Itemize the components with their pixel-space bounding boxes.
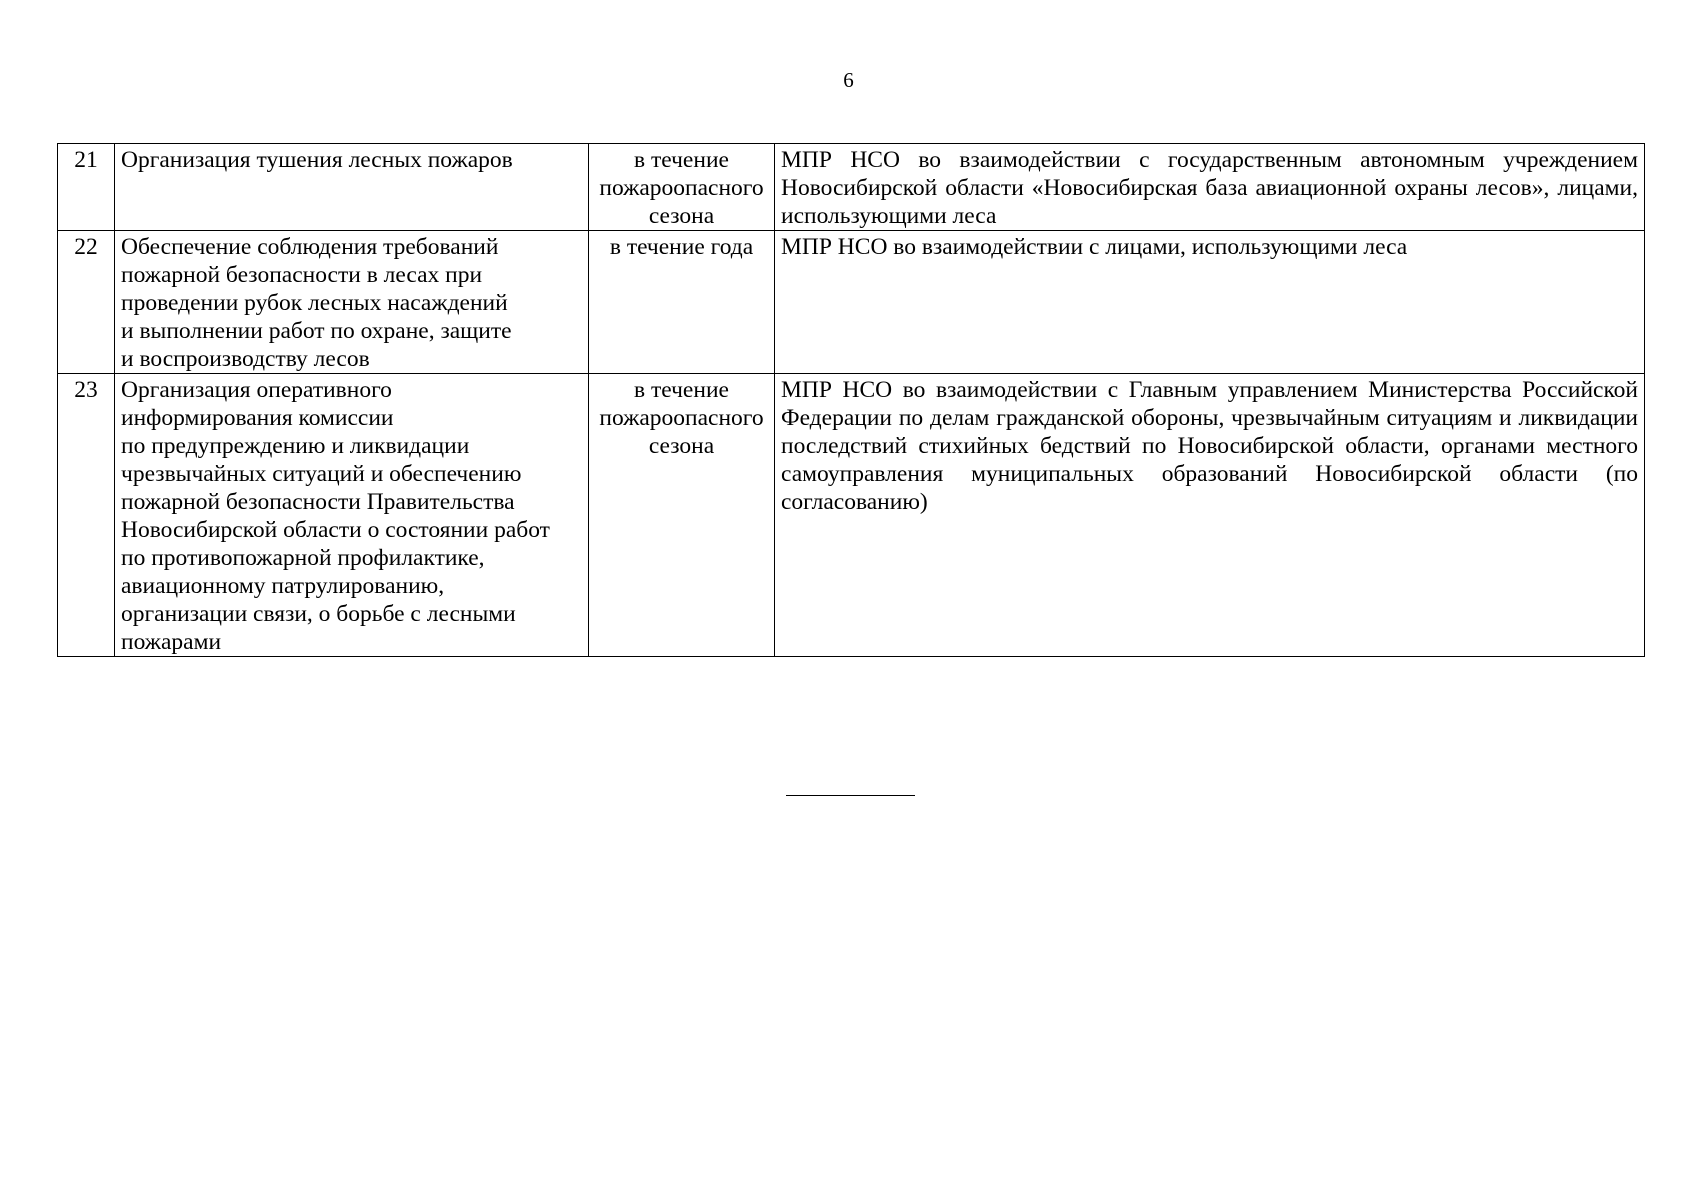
task-line: организации связи, о борьбе с лесными [121, 601, 516, 627]
task-cell [115, 374, 589, 657]
task-line: пожарами [121, 629, 222, 655]
task-cell [115, 144, 589, 231]
task-line: по противопожарной профилактике, [121, 545, 485, 571]
table-row [58, 231, 1645, 374]
task-line: пожарной безопасности в лесах при [121, 262, 483, 288]
task-line: и воспроизводству лесов [121, 346, 370, 372]
row-number: 21 [58, 144, 115, 231]
executors-text: МПР НСО во взаимодействии с Главным управлением Министерства Российской Федерации по делам гражданской обороны, чрезвычайным ситуациям и ликвидации последствий стихийных бедствий по Новосибирской области, органами местного самоуправления муниципальных образований Новосибирской области (по согласованию) [781, 377, 1638, 515]
term-line: в течение года [609, 234, 754, 260]
row-number: 22 [58, 231, 115, 374]
task-line: информирования комиссии [121, 405, 394, 431]
table-row [58, 144, 1645, 231]
task-line: по предупреждению и ликвидации [121, 433, 470, 459]
term-line: сезона [648, 203, 715, 229]
task-line: авиационному патрулированию, [121, 573, 445, 599]
term-cell [589, 231, 775, 374]
term-line: пожароопасного [599, 405, 764, 431]
task-line: Обеспечение соблюдения требований [121, 234, 499, 260]
measures-table [57, 143, 1645, 657]
task-line: и выполнении работ по охране, защите [121, 318, 512, 344]
task-line: проведении рубок лесных насаждений [121, 290, 508, 316]
task-cell [115, 231, 589, 374]
term-line: в течение [634, 377, 729, 403]
term-cell [589, 374, 775, 657]
term-line: пожароопасного [599, 175, 764, 201]
executors-cell [775, 144, 1645, 231]
task-line: Организация оперативного [121, 377, 392, 403]
executors-text: МПР НСО во взаимодействии с государственным автономным учреждением Новосибирской области «Новосибирская база авиационной охраны лесов», лицами, использующими леса [781, 147, 1638, 229]
executors-cell [775, 374, 1645, 657]
term-line: сезона [648, 433, 715, 459]
task-line: Новосибирской области о состоянии работ [121, 517, 550, 543]
term-line: в течение [634, 147, 729, 173]
term-cell [589, 144, 775, 231]
page-number: 6 [843, 68, 854, 92]
table-row [58, 374, 1645, 657]
executors-cell [775, 231, 1645, 374]
executors-text: МПР НСО во взаимодействии с лицами, использующими леса [781, 234, 1408, 260]
end-separator-line [786, 795, 915, 796]
task-line: Организация тушения лесных пожаров [121, 147, 513, 173]
task-line: чрезвычайных ситуаций и обеспечению [121, 461, 522, 487]
row-number: 23 [58, 374, 115, 657]
task-line: пожарной безопасности Правительства [121, 489, 515, 515]
